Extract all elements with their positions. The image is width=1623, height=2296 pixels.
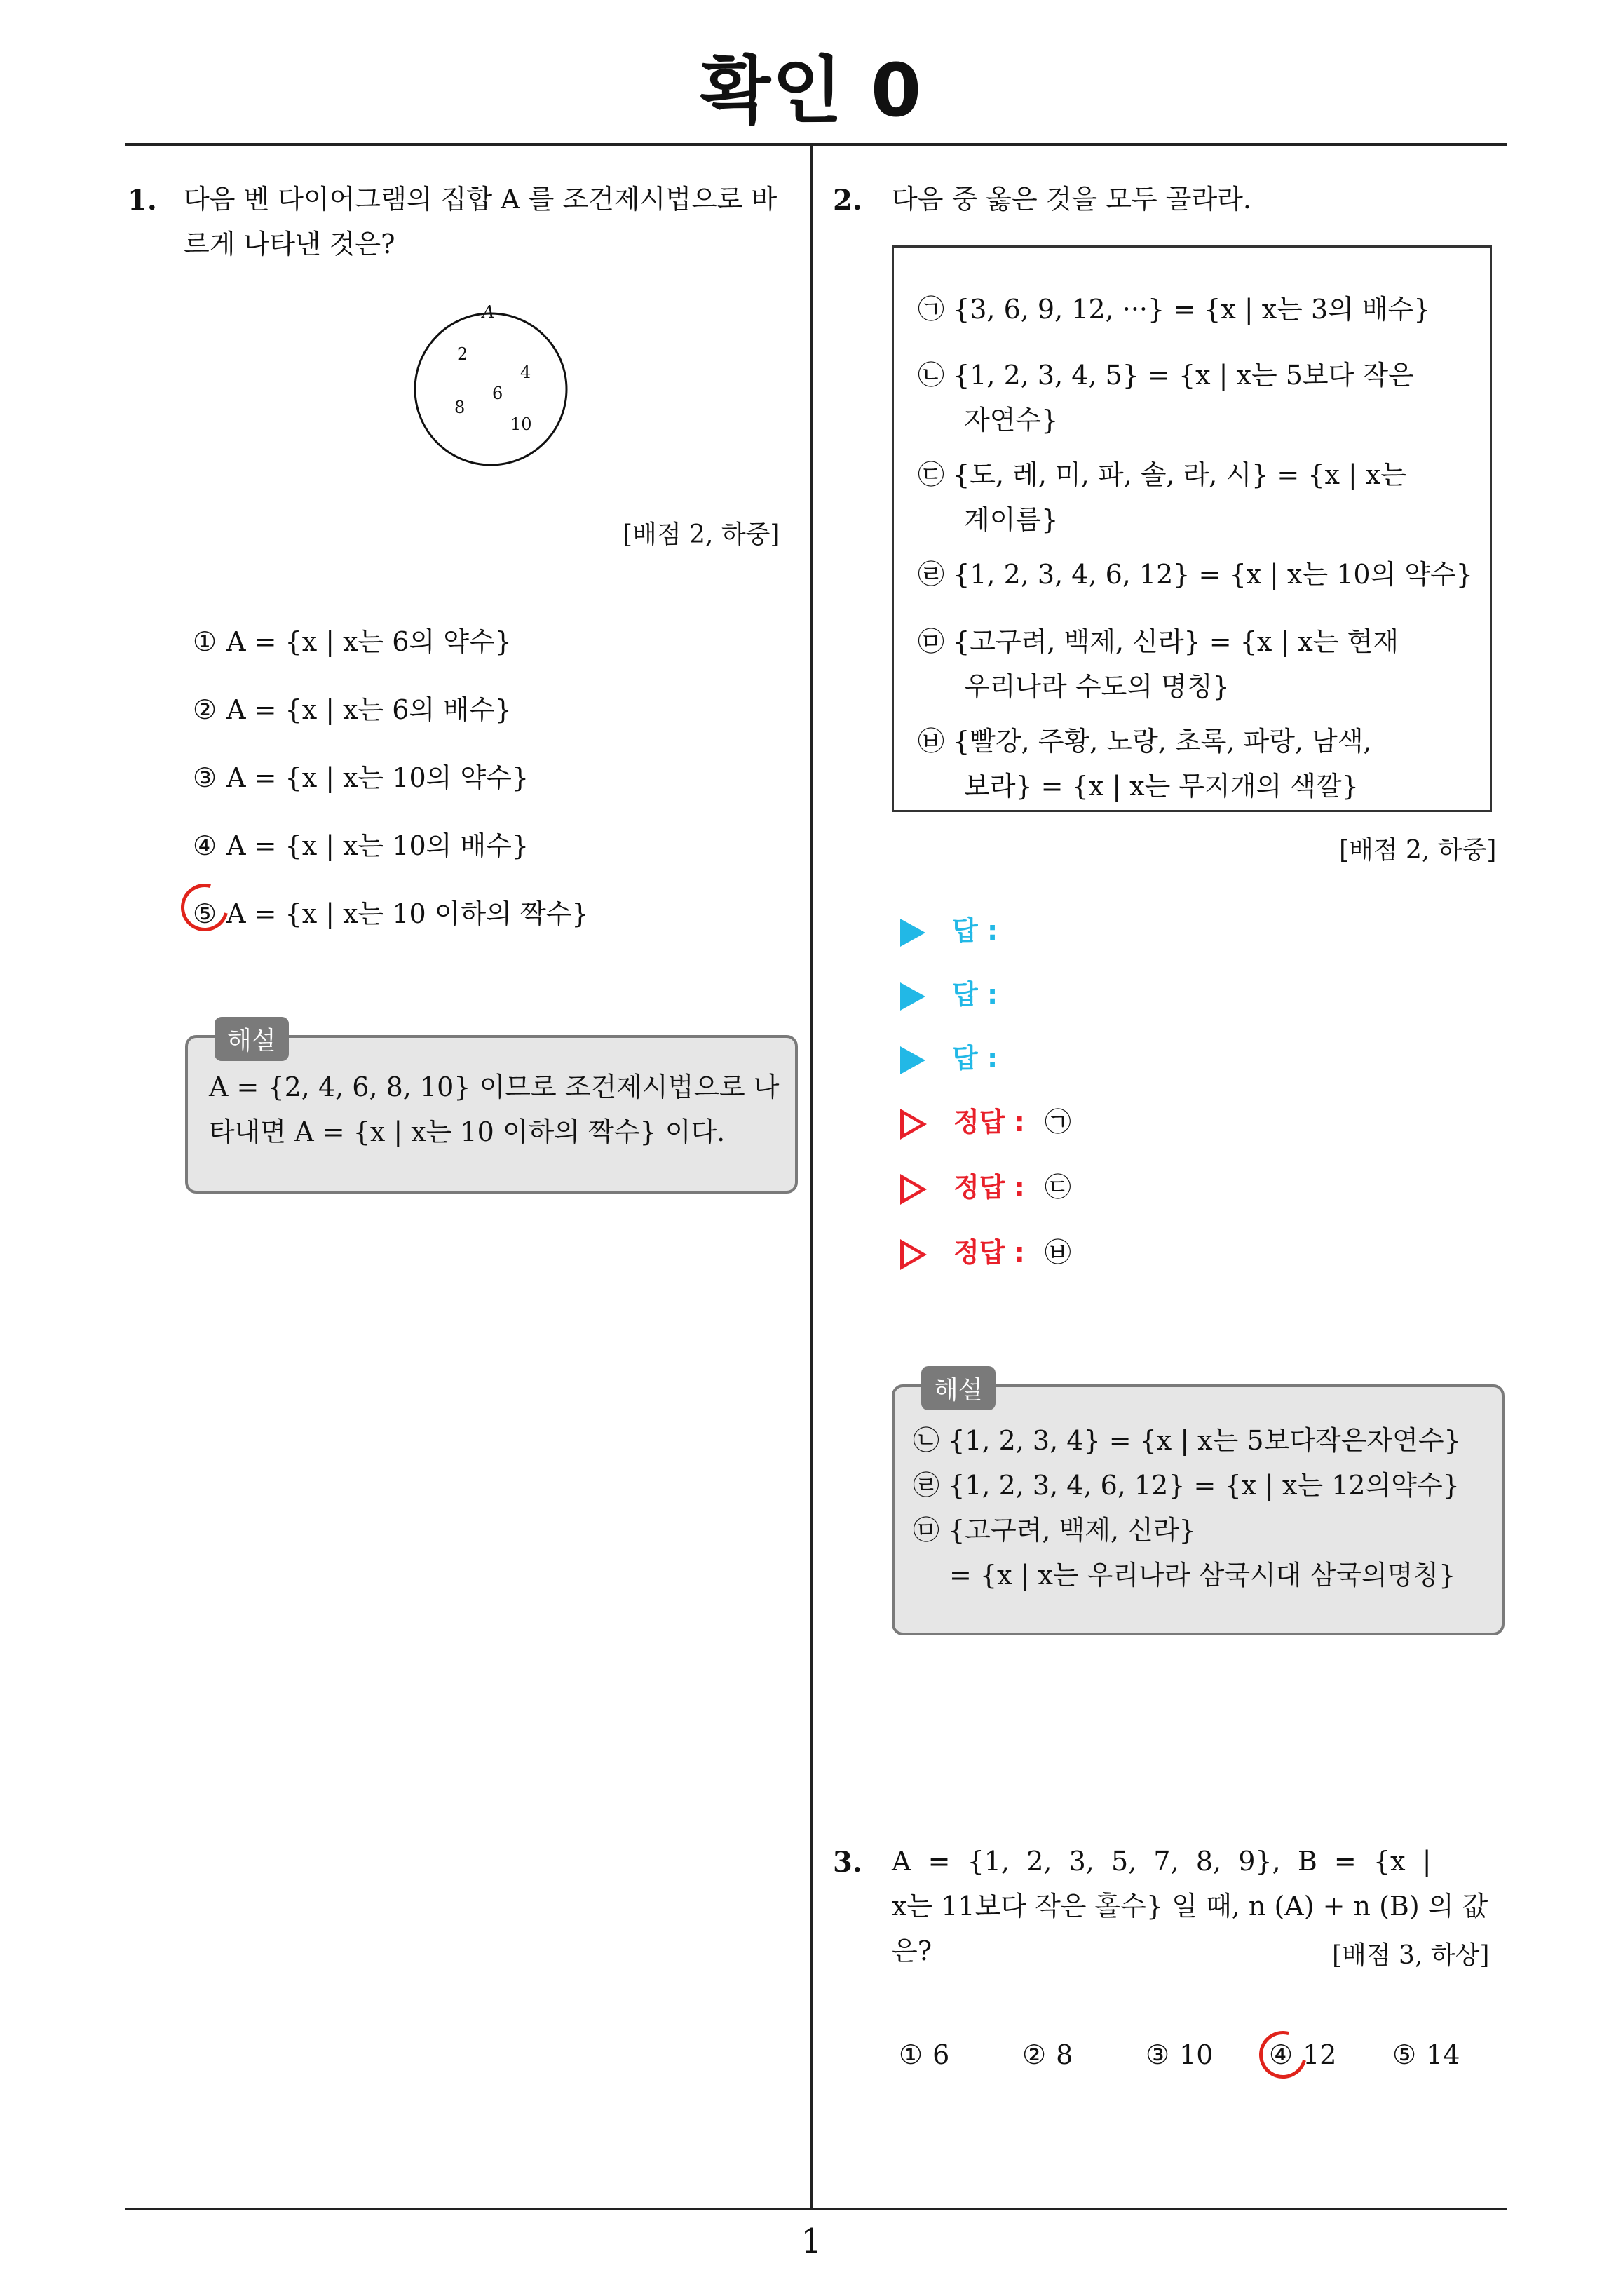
choice-text: 6	[932, 2039, 950, 2070]
q3-text-line1: A = {1, 2, 3, 5, 7, 8, 9}, B = {x |	[892, 1846, 1432, 1877]
choice-text: A = {x | x는 10 이하의 짝수}	[226, 898, 589, 929]
choice-number: ④	[193, 830, 217, 861]
choice-text: A = {x | x는 10의 약수}	[226, 762, 529, 793]
choice-number: ⑤	[193, 898, 217, 929]
answer-input-3[interactable]	[900, 1036, 998, 1075]
q3-choice-5[interactable]	[1392, 2039, 1460, 2070]
choice-text: A = {x | x는 10의 배수}	[226, 830, 529, 861]
q3-choice-3[interactable]	[1146, 2039, 1213, 2070]
q3-number: 3.	[833, 1846, 862, 1879]
q1-solution-box	[185, 1027, 798, 1194]
page-number: 1	[801, 2222, 822, 2261]
correct-label: 정답 :	[953, 1172, 1025, 1203]
q1-choice-2[interactable]	[193, 688, 512, 727]
q1-text-line2: 르게 나타낸 것은?	[184, 229, 395, 259]
venn-set-label: A	[482, 302, 495, 322]
header-rule	[125, 143, 1507, 146]
solution-line: = {x | x는 우리나라 삼국시대 삼국의명칭}	[949, 1560, 1456, 1591]
page-title: 확인 0	[700, 48, 923, 133]
q1-choice-5[interactable]	[193, 892, 589, 931]
q3-text-line3: 은?	[892, 1936, 932, 1966]
statement-line: ㉤ {고구려, 백제, 신라} = {x | x는 현재	[918, 626, 1399, 657]
answer-label: 답 :	[952, 1043, 998, 1074]
statement-line: ㉢ {도, 레, 미, 파, 솔, 라, 시} = {x | x는	[918, 459, 1407, 490]
correct-answer-2	[900, 1166, 1071, 1205]
correct-value: ㉥	[1044, 1237, 1071, 1268]
footer-rule	[125, 2208, 1507, 2210]
venn-element: 8	[454, 398, 466, 417]
choice-number: ③	[1146, 2039, 1170, 2070]
selected-answer-mark	[1251, 2022, 1316, 2088]
statement-line: 계이름}	[964, 504, 1059, 535]
choice-number: ⑤	[1392, 2039, 1417, 2070]
q2-number: 2.	[833, 184, 862, 217]
solution-line: ㉣ {1, 2, 3, 4, 6, 12} = {x | x는 12의약수}	[913, 1470, 1460, 1501]
q3-choice-1[interactable]	[899, 2039, 949, 2070]
statement-line: 보라} = {x | x는 무지개의 색깔}	[964, 771, 1359, 802]
answer-label: 답 :	[952, 915, 998, 946]
statement-line: ㉣ {1, 2, 3, 4, 6, 12} = {x | x는 10의 약수}	[918, 559, 1473, 590]
play-arrow-icon	[900, 1046, 925, 1074]
choice-number: ④	[1269, 2039, 1293, 2070]
choice-text: 12	[1303, 2039, 1337, 2070]
choice-number: ③	[193, 762, 217, 793]
solution-tag: 해설	[215, 1017, 289, 1061]
choice-text: 8	[1056, 2039, 1073, 2070]
answer-label: 답 :	[952, 979, 998, 1010]
q3-score: [배점 3, 하상]	[1332, 1941, 1490, 1970]
answer-input-2[interactable]	[900, 973, 998, 1011]
venn-circle	[407, 298, 575, 466]
solution-line: A = {2, 4, 6, 8, 10} 이므로 조건제시법으로 나	[209, 1072, 780, 1102]
q1-choice-3[interactable]	[193, 756, 529, 795]
choice-text: 14	[1426, 2039, 1460, 2070]
correct-label: 정답 :	[953, 1107, 1025, 1137]
venn-element: 2	[457, 344, 468, 364]
correct-value: ㉠	[1044, 1107, 1071, 1137]
q2-text: 다음 중 옳은 것을 모두 골라라.	[892, 184, 1251, 215]
solution-tag: 해설	[921, 1366, 996, 1410]
hollow-arrow-icon	[900, 1109, 927, 1140]
q1-number: 1.	[128, 184, 157, 217]
choice-text: A = {x | x는 6의 약수}	[226, 626, 512, 657]
venn-element: 10	[510, 414, 532, 434]
statement-line: 자연수}	[964, 405, 1059, 435]
correct-label: 정답 :	[953, 1237, 1025, 1268]
play-arrow-icon	[900, 982, 925, 1011]
q3-text-line2: x는 11보다 작은 홀수} 일 때, n (A) + n (B) 의 값	[892, 1891, 1488, 1922]
q1-choice-1[interactable]	[193, 620, 512, 659]
q2-solution-box	[892, 1376, 1505, 1635]
q1-choice-4[interactable]	[193, 824, 529, 863]
statement-line: ㉥ {빨강, 주황, 노랑, 초록, 파랑, 남색,	[918, 726, 1372, 757]
hollow-arrow-icon	[900, 1174, 927, 1205]
choice-text: A = {x | x는 6의 배수}	[226, 694, 512, 725]
choice-text: 10	[1179, 2039, 1214, 2070]
hollow-arrow-icon	[900, 1239, 927, 1270]
solution-line: 타내면 A = {x | x는 10 이하의 짝수} 이다.	[209, 1116, 726, 1147]
column-divider	[810, 144, 813, 2210]
statement-line: ㉡ {1, 2, 3, 4, 5} = {x | x는 5보다 작은	[918, 360, 1414, 391]
solution-line: ㉤ {고구려, 백제, 신라}	[913, 1515, 1196, 1546]
q2-score: [배점 2, 하중]	[1339, 836, 1497, 865]
correct-answer-1	[900, 1100, 1071, 1140]
solution-line: ㉡ {1, 2, 3, 4} = {x | x는 5보다작은자연수}	[913, 1425, 1461, 1456]
choice-number: ①	[899, 2039, 923, 2070]
choice-number: ①	[193, 626, 217, 657]
statement-line: ㉠ {3, 6, 9, 12, ···} = {x | x는 3의 배수}	[918, 294, 1431, 325]
q1-text-line1: 다음 벤 다이어그램의 집합 A 를 조건제시법으로 바	[184, 184, 777, 215]
q3-choice-2[interactable]	[1022, 2039, 1073, 2070]
venn-diagram	[407, 298, 575, 466]
venn-element: 6	[492, 384, 503, 403]
play-arrow-icon	[900, 919, 925, 947]
choice-number: ②	[1022, 2039, 1047, 2070]
q1-score: [배점 2, 하중]	[623, 520, 780, 549]
venn-element: 4	[520, 363, 531, 382]
choice-number: ②	[193, 694, 217, 725]
answer-input-1[interactable]	[900, 909, 998, 947]
correct-value: ㉢	[1044, 1172, 1071, 1203]
statement-line: 우리나라 수도의 명칭}	[964, 671, 1230, 702]
correct-answer-3	[900, 1231, 1071, 1270]
q2-statement-box	[892, 245, 1492, 812]
